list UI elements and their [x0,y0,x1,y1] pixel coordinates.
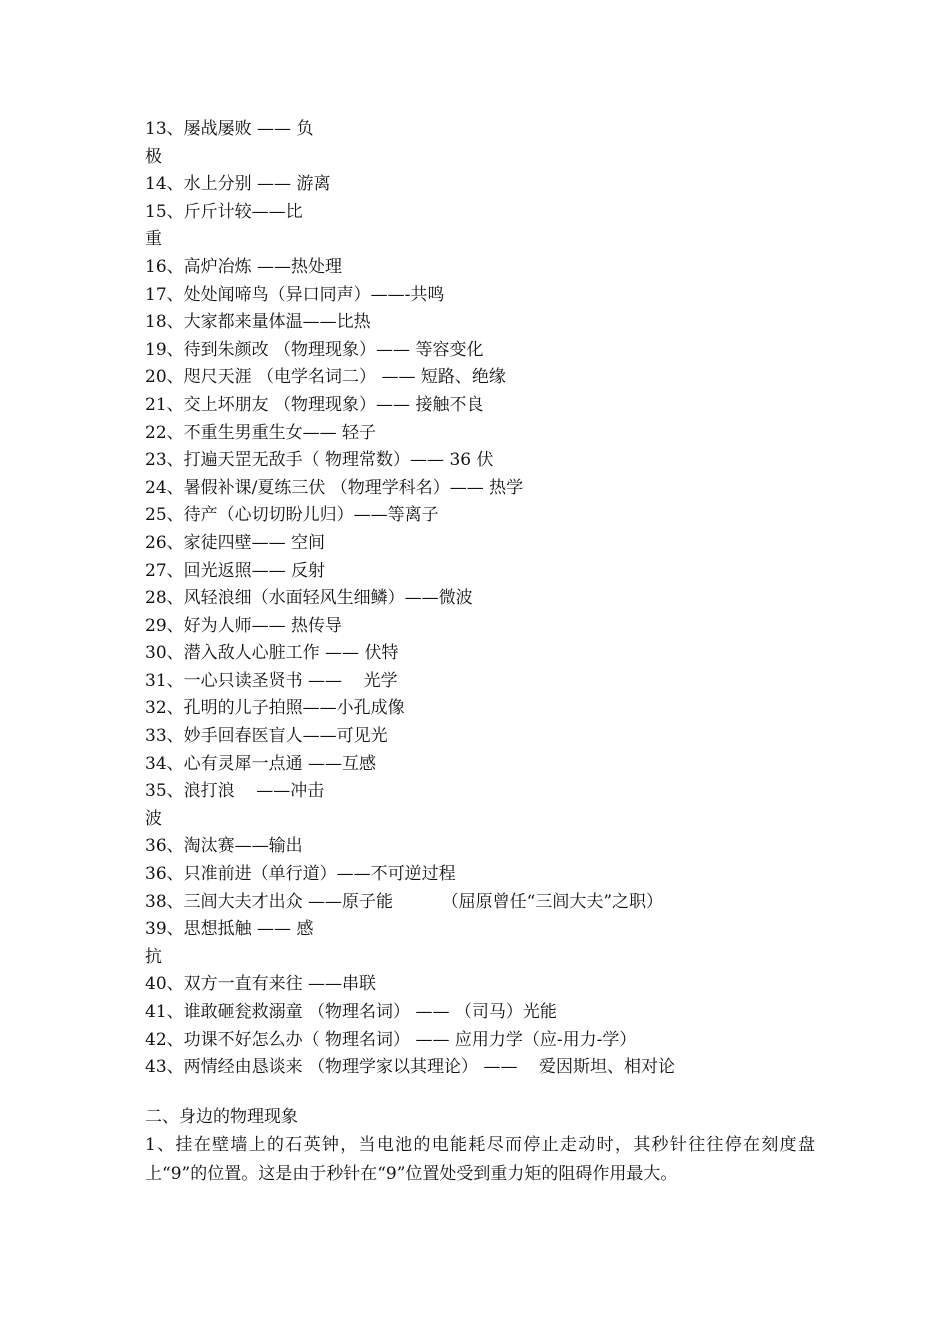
section-heading: 二、身边的物理现象 [145,1106,298,1127]
riddle-line: 17、处处闻啼鸟（异口同声）——-共鸣 [145,284,445,305]
riddle-line: 39、思想抵触 —— 感 [145,919,314,940]
riddle-line: 13、屡战屡败 —— 负 [145,119,314,139]
riddle-line: 42、功课不好怎么办（ 物理名词） —— 应用力学（应-用力-学） [145,1029,637,1050]
riddle-line: 24、暑假补课/夏练三伏 （物理学科名）—— 热学 [145,477,524,498]
riddle-line: 38、三闾大夫才出众 ——原子能 （屈原曾任“三闾大夫”之职） [145,891,664,912]
riddle-line: 31、一心只读圣贤书 —— 光学 [145,670,398,691]
riddle-line: 重 [145,229,162,250]
riddle-line: 26、家徒四壁—— 空间 [145,532,326,553]
section-paragraph: 1、挂在壁墙上的石英钟，当电池的电能耗尽而停止走动时，其秒针往往停在刻度盘上“9”的位置。这是由于秒针在“9”位置处受到重力矩的阻碍作用最大。 [145,1135,815,1185]
riddle-line: 20、咫尺天涯 （电学名词二） —— 短路、绝缘 [145,367,506,388]
riddle-line: 41、谁敢砸瓮救溺童 （物理名词） —— （司马）光能 [145,1002,557,1022]
riddle-line: 14、水上分别 —— 游离 [145,174,331,195]
riddle-line: 30、潜入敌人心脏工作 —— 伏特 [145,643,399,664]
riddle-line: 27、回光返照—— 反射 [145,560,326,581]
riddle-list [145,116,825,1082]
riddle-line: 22、不重生男重生女—— 轻子 [145,422,377,443]
riddle-line: 36、只准前进（单行道）——不可逆过程 [145,864,456,885]
riddle-line: 极 [145,146,162,167]
riddle-line: 36、淘汰赛——输出 [145,836,303,857]
riddle-line: 18、大家都来量体温——比热 [145,312,371,333]
riddle-line: 29、好为人师—— 热传导 [145,615,343,636]
riddle-line: 40、双方一直有来往 ——串联 [145,974,377,995]
riddle-line: 19、待到朱颜改 （物理现象）—— 等容变化 [145,339,484,360]
riddle-line: 23、打遍天罡无敌手（ 物理常数）—— 36 伏 [145,450,494,471]
riddle-line: 16、高炉冶炼 ——热处理 [145,256,343,277]
riddle-line: 28、风轻浪细（水面轻风生细鳞）——微波 [145,588,473,609]
riddle-line: 抗 [145,946,162,967]
riddle-line: 21、交上坏朋友 （物理现象）—— 接触不良 [145,394,484,415]
section-gap [145,1082,825,1104]
riddle-line: 35、浪打浪 ——冲击 [145,781,325,802]
riddle-line: 34、心有灵犀一点通 ——互感 [145,753,377,774]
riddle-line: 25、待产（心切切盼儿归）——等离子 [145,505,439,526]
riddle-line: 波 [145,808,162,829]
riddle-line: 33、妙手回春医盲人——可见光 [145,726,388,747]
riddle-line: 15、斤斤计较——比 [145,201,303,222]
document-content [145,116,825,1189]
riddle-line: 43、两情经由恳谈来 （物理学家以其理论） —— 爱因斯坦、相对论 [145,1057,676,1078]
riddle-line: 32、孔明的儿子拍照——小孔成像 [145,698,405,719]
